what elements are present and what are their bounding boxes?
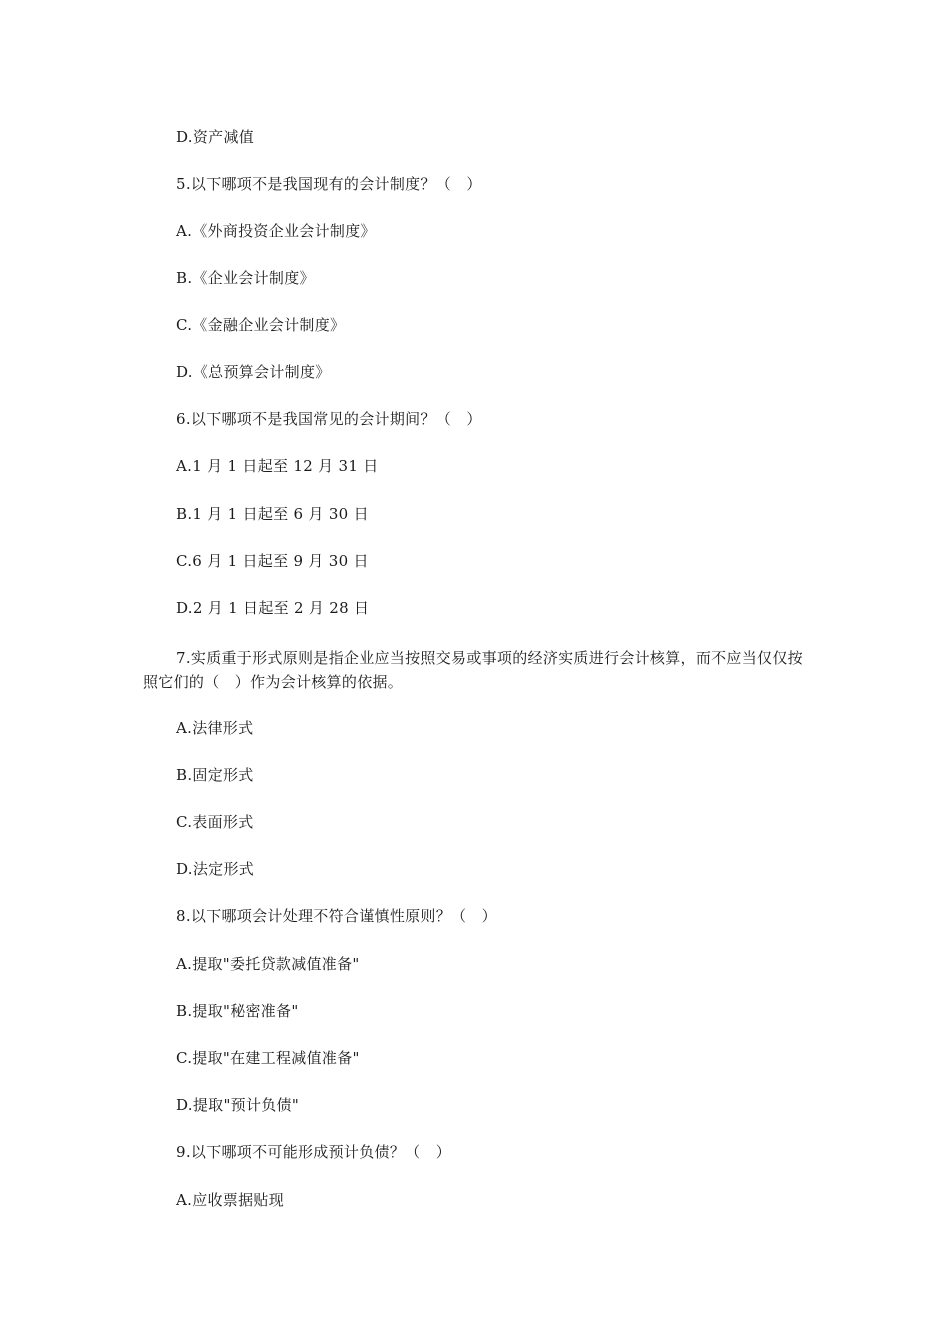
option-5b: B.《企业会计制度》 — [176, 269, 315, 287]
option-7c: C.表面形式 — [176, 813, 254, 831]
option-6a: A.1 月 1 日起至 12 月 31 日 — [176, 457, 379, 475]
question-5: 5.以下哪项不是我国现有的会计制度？（ ） — [176, 175, 482, 193]
option-5a: A.《外商投资企业会计制度》 — [176, 222, 376, 240]
option-7d: D.法定形式 — [176, 860, 255, 878]
option-5d: D.《总预算会计制度》 — [176, 363, 331, 381]
option-8d: D.提取"预计负债" — [176, 1096, 300, 1114]
option-9a: A.应收票据贴现 — [176, 1191, 285, 1209]
question-8: 8.以下哪项会计处理不符合谨慎性原则？（ ） — [176, 907, 497, 925]
option-7b: B.固定形式 — [176, 766, 254, 784]
option-8b: B.提取"秘密准备" — [176, 1002, 299, 1020]
option-4d: D.资产减值 — [176, 128, 255, 146]
option-8a: A.提取"委托贷款减值准备" — [176, 955, 360, 973]
option-8c: C.提取"在建工程减值准备" — [176, 1049, 360, 1067]
option-6b: B.1 月 1 日起至 6 月 30 日 — [176, 505, 369, 523]
question-6: 6.以下哪项不是我国常见的会计期间？（ ） — [176, 410, 482, 428]
option-5c: C.《金融企业会计制度》 — [176, 316, 346, 334]
option-6d: D.2 月 1 日起至 2 月 28 日 — [176, 599, 370, 617]
question-7: 7.实质重于形式原则是指企业应当按照交易或事项的经济实质进行会计核算，而不应当仅仅按照它们的（ ）作为会计核算的依据。 — [143, 649, 803, 691]
question-9: 9.以下哪项不可能形成预计负债？（ ） — [176, 1143, 452, 1161]
option-7a: A.法律形式 — [176, 719, 254, 737]
option-6c: C.6 月 1 日起至 9 月 30 日 — [176, 552, 369, 570]
